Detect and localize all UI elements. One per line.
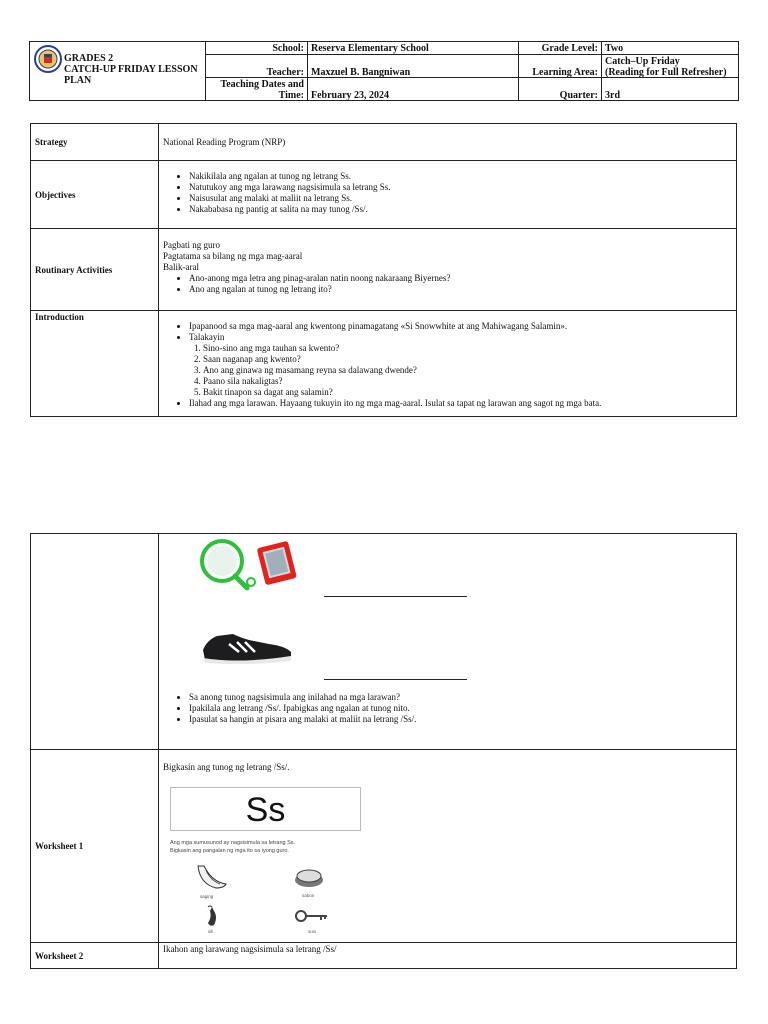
list-item: • Ipakilala ang letrang /Ss/. Ipabigkas ang ngalan at tunog nito. xyxy=(189,703,416,714)
header-table xyxy=(29,41,739,101)
worksheet-2-instruction: Ikahon ang larawang nagsisimula sa letrang /Ss/ xyxy=(163,944,337,954)
list-item: • Sa anong tunog nagsisimula ang inilahad na mga larawan? xyxy=(189,692,416,703)
objectives-list xyxy=(163,171,736,215)
worksheet-1-row xyxy=(31,750,736,943)
worksheet-caption-2: Bigkasin ang pangalan ng mga ito sa iyong guro. xyxy=(170,848,289,854)
routinary-row xyxy=(31,229,736,311)
list-item: 1. Sino-sino ang mga tauhan sa kwento? xyxy=(203,343,736,354)
pic-label: sili xyxy=(208,929,214,934)
strategy-label: Strategy xyxy=(31,124,159,160)
list-item: • Ilahad ang mga larawan. Hayaang tukuyin ito ng mga mag-aaral. Isulat sa tapat ng larawan ang sagot ng mga bata. xyxy=(189,398,736,409)
continued-list xyxy=(163,692,416,725)
answer-blank-2 xyxy=(324,679,467,680)
objectives-label: Objectives xyxy=(31,161,159,228)
list-item: • Natutukoy ang mga larawang nagsisimula sa letrang Ss. xyxy=(189,182,736,193)
dates-label xyxy=(206,78,308,101)
list-item: 4. Paano sila nakaligtas? xyxy=(203,376,736,387)
dates-label-line-1: Teaching Dates and xyxy=(220,79,304,90)
title-line-1: GRADES 2 xyxy=(64,53,114,64)
dates-label-line-2: Time: xyxy=(278,90,304,101)
title-line-2: CATCH-UP FRIDAY LESSON xyxy=(64,64,198,75)
lesson-table-2 xyxy=(30,533,737,969)
strategy-text: National Reading Program (NRP) xyxy=(163,137,286,147)
routinary-line: Pagbati ng guro xyxy=(163,240,220,250)
routinary-label: Routinary Activities xyxy=(31,229,159,310)
school-label: School: xyxy=(206,42,308,55)
list-item: • Naisusulat ang malaki at maliit na letrang Ss. xyxy=(189,193,736,204)
teacher-value: Maxzuel B. Bangniwan xyxy=(308,55,519,78)
teacher-label: Teacher: xyxy=(206,55,308,78)
letter-box: Ss xyxy=(170,787,361,831)
key-icon xyxy=(295,909,329,923)
list-item: • Ano ang ngalan at tunog ng letrang ito? xyxy=(189,284,736,295)
mirror-image xyxy=(195,536,297,592)
banana-icon xyxy=(194,862,230,892)
soap-icon xyxy=(293,866,325,888)
area-line-2: (Reading for Full Refresher) xyxy=(605,67,727,78)
continued-row xyxy=(31,534,736,750)
routinary-line: Balik-aral xyxy=(163,262,199,272)
list-item: 2. Saan naganap ang kwento? xyxy=(203,354,736,365)
pic-label: sabon xyxy=(302,893,315,898)
pic-label: saging xyxy=(200,894,214,899)
worksheet-caption-1: Ang mga sumusunod ay nagsisimula sa letrang Ss. xyxy=(170,840,296,846)
list-item: 5. Bakit tinapon sa dagat ang salamin? xyxy=(203,387,736,398)
routinary-line: Pagtatama sa bilang ng mga mag-aaral xyxy=(163,251,303,261)
area-line-1: Catch–Up Friday xyxy=(605,56,680,67)
strategy-row xyxy=(31,124,736,161)
worksheet-1-label: Worksheet 1 xyxy=(31,750,159,942)
title-cell xyxy=(30,42,206,101)
introduction-list xyxy=(163,321,736,409)
lesson-table-1 xyxy=(30,123,737,417)
quarter-value: 3rd xyxy=(605,90,620,101)
pic-label: susi xyxy=(308,929,317,934)
school-value: Reserva Elementary School xyxy=(308,42,519,55)
introduction-row xyxy=(31,311,736,416)
list-item: • Nakikilala ang ngalan at tunog ng letrang Ss. xyxy=(189,171,736,182)
grade-value: Two xyxy=(602,42,738,55)
chili-icon xyxy=(202,905,222,929)
worksheet-2-row xyxy=(31,943,736,968)
list-item: • Ano-anong mga letra ang pinag-aralan natin noong nakaraang Biyernes? xyxy=(189,273,736,284)
introduction-label: Introduction xyxy=(31,311,159,416)
deped-seal-icon xyxy=(34,45,62,73)
worksheet-2-label: Worksheet 2 xyxy=(31,943,159,968)
grade-label: Grade Level: xyxy=(519,42,602,55)
quarter-label: Quarter: xyxy=(519,78,602,101)
worksheet-1-image xyxy=(170,787,365,937)
talakayin-label: Talakayin xyxy=(189,332,225,342)
routinary-list xyxy=(163,273,736,295)
shoe-image xyxy=(199,628,295,666)
list-item: • Ipapanood sa mga mag-aaral ang kwentong pinamagatang «Si Snowwhite at ang Mahiwagang Salamin». xyxy=(189,321,736,332)
list-item: • Ipasulat sa hangin at pisara ang malaki at maliit na letrang /Ss/. xyxy=(189,714,416,725)
list-item: • Nakababasa ng pantig at salita na may tunog /Ss/. xyxy=(189,204,736,215)
answer-blank-1 xyxy=(324,596,467,597)
list-item: 3. Ano ang ginawa ng masamang reyna sa dalawang dwende? xyxy=(203,365,736,376)
questions-list xyxy=(189,343,736,398)
area-label: Learning Area: xyxy=(519,55,602,78)
worksheet-1-instruction: Bigkasin ang tunog ng letrang /Ss/. xyxy=(163,762,290,772)
objectives-row xyxy=(31,161,736,229)
dates-value: February 23, 2024 xyxy=(308,78,519,101)
list-item xyxy=(189,332,736,398)
area-value xyxy=(602,55,738,78)
title-line-3: PLAN xyxy=(64,75,92,86)
